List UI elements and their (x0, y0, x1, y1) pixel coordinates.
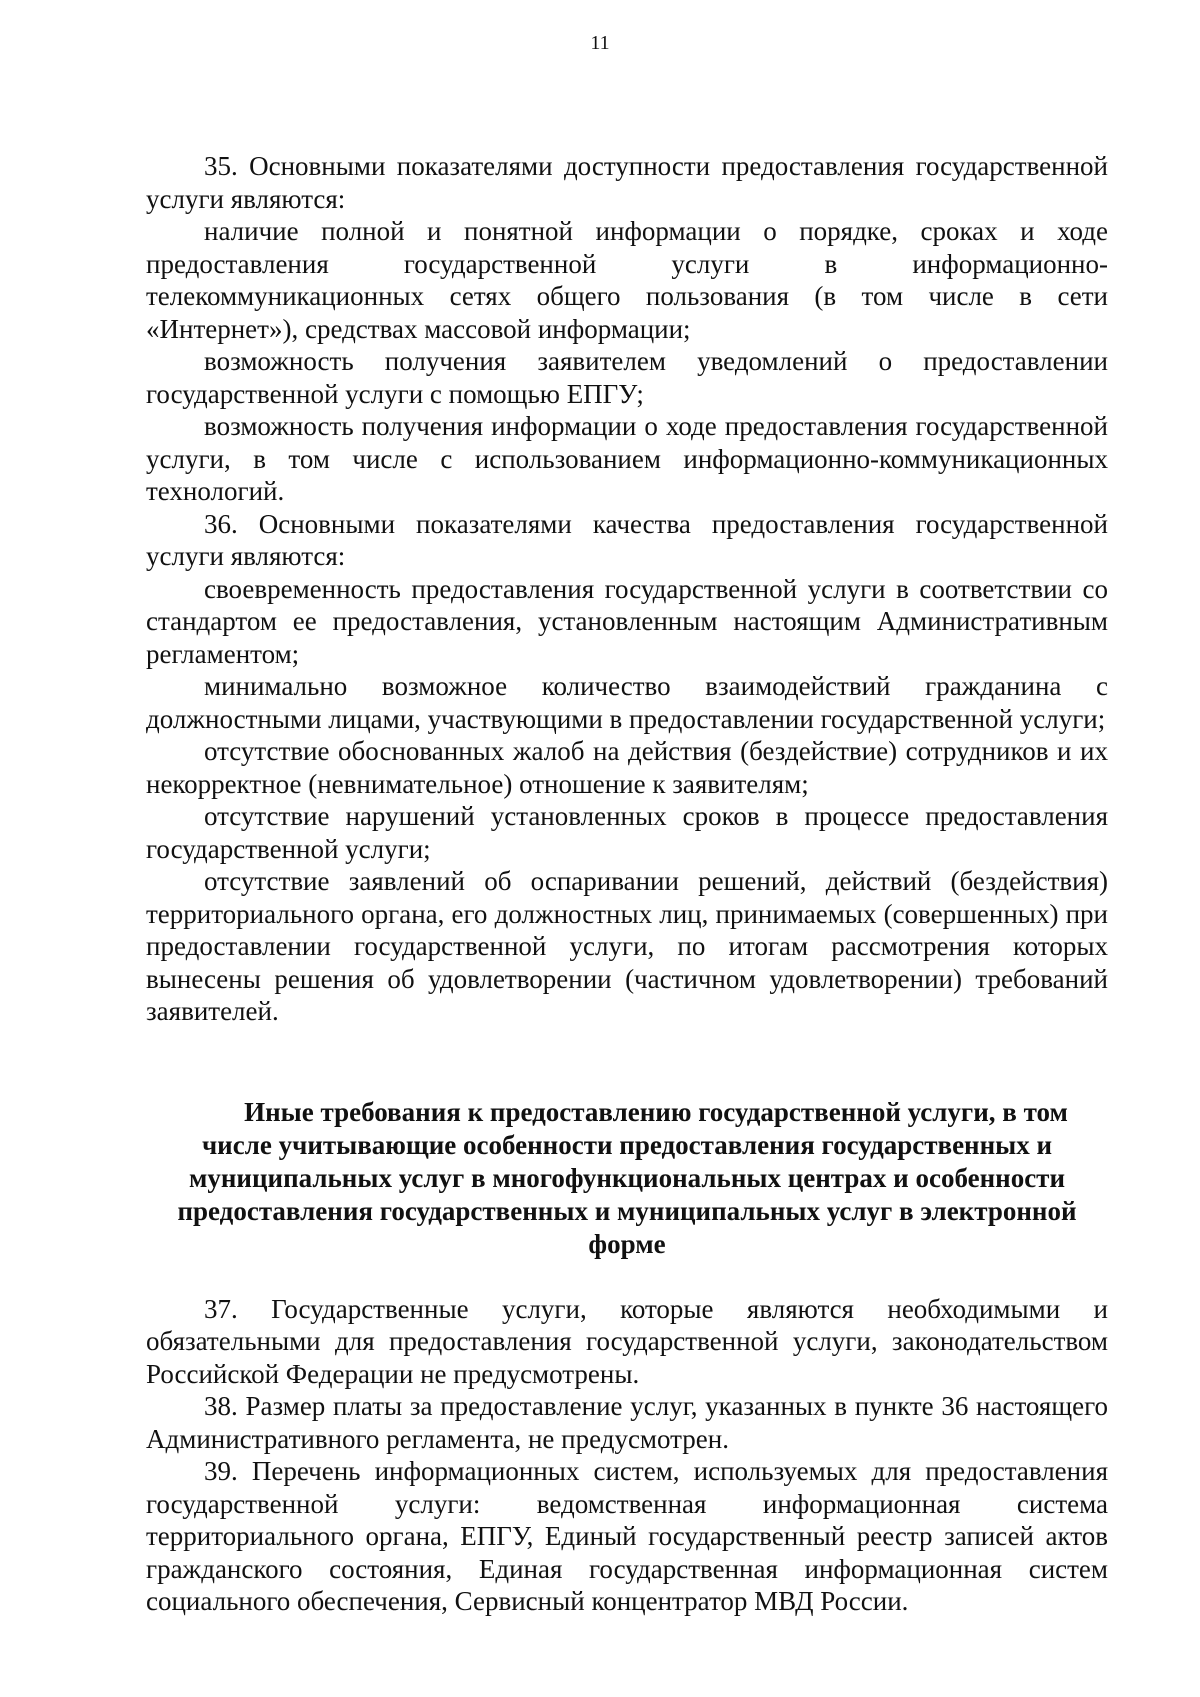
document-body (146, 150, 1108, 1618)
section-heading-text: Иные требования к предоставлению государственной услуги, в том числе учитывающие особенности предоставления государственных и муниципальных услуг в многофункциональных центрах и особенности предоставления государственных и муниципальных услуг в электронной форме (177, 1096, 1077, 1259)
paragraph-39: 39. Перечень информационных систем, используемых для предоставления государственной услуги: ведомственная информационная система территориального органа, ЕПГУ, Единый государственный реестр записей актов гражданского состояния, Единая государственная информационная систем социального обеспечения, Сервисный концентратор МВД России. (146, 1456, 1108, 1616)
paragraph-36-item-2: минимально возможное количество взаимодействий гражданина с должностными лицами, участвующими в предоставлении государственной услуги; (146, 671, 1108, 734)
paragraph-38: 38. Размер платы за предоставление услуг, указанных в пункте 36 настоящего Административного регламента, не предусмотрен. (146, 1391, 1108, 1454)
paragraph-36-item-5: отсутствие заявлений об оспаривании решений, действий (бездействия) территориального органа, его должностных лиц, принимаемых (совершенных) при предоставлении государственной услуги, по итогам рассмотрения которых вынесены решения об удовлетворении (частичном удовлетворении) требований заявителей. (146, 866, 1108, 1026)
paragraph-36-item-3: отсутствие обоснованных жалоб на действия (бездействие) сотрудников и их некорректное (невнимательное) отношение к заявителям; (146, 736, 1108, 799)
paragraph-35-item-3: возможность получения информации о ходе предоставления государственной услуги, в том числе с использованием информационно-коммуникационных технологий. (146, 411, 1108, 506)
section-heading (146, 1096, 1108, 1261)
paragraph-36-item-4: отсутствие нарушений установленных сроков в процессе предоставления государственной услуги; (146, 801, 1108, 864)
paragraph-35-item-1: наличие полной и понятной информации о порядке, сроках и ходе предоставления государственной услуги в информационно-телекоммуникационных сетях общего пользования (в том числе в сети «Интернет»), средствах массовой информации; (146, 216, 1108, 344)
paragraph-36-item-1: своевременность предоставления государственной услуги в соответствии со стандартом ее предоставления, установленным настоящим Административным регламентом; (146, 573, 1108, 669)
paragraph-36-intro: 36. Основными показателями качества предоставления государственной услуги являются: (146, 508, 1108, 571)
page-number: 11 (590, 32, 610, 54)
paragraph-37: 37. Государственные услуги, которые являются необходимыми и обязательными для предоставления государственной услуги, законодательством Российской Федерации не предусмотрены. (146, 1293, 1108, 1389)
paragraph-35-intro: 35. Основными показателями доступности предоставления государственной услуги являются: (146, 151, 1108, 214)
paragraph-35-item-2: возможность получения заявителем уведомлений о предоставлении государственной услуги с помощью ЕПГУ; (146, 346, 1108, 409)
